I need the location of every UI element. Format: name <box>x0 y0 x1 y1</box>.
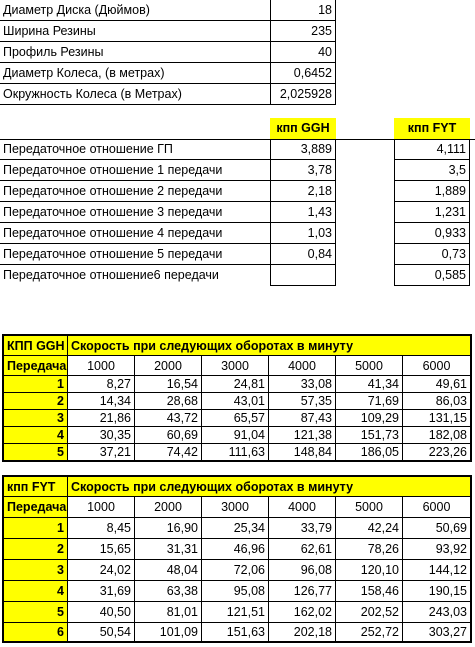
gear-number[interactable]: 1 <box>4 518 68 539</box>
speed-cell[interactable]: 50,69 <box>403 518 470 539</box>
ratio-ggh[interactable]: 3,889 <box>270 139 336 160</box>
speed-row <box>4 427 470 444</box>
param-label[interactable]: Ширина Резины <box>0 21 270 42</box>
gear-number[interactable]: 4 <box>4 581 68 602</box>
param-value[interactable]: 40 <box>270 42 336 63</box>
ratio-row <box>0 244 475 265</box>
param-value[interactable]: 235 <box>270 21 336 42</box>
speed-cell[interactable]: 151,73 <box>336 427 403 444</box>
speed-cell[interactable]: 81,01 <box>135 602 202 623</box>
ratio-label[interactable]: Передаточное отношение 2 передачи <box>0 181 270 202</box>
rpm-header[interactable]: 4000 <box>269 356 336 376</box>
speed-cell[interactable]: 49,61 <box>403 376 470 393</box>
rpm-header[interactable]: 3000 <box>202 356 269 376</box>
speed-row <box>4 539 470 560</box>
gear-column-label[interactable]: Передача <box>4 497 68 518</box>
speed-cell[interactable]: 46,96 <box>202 539 269 560</box>
speed-cell[interactable]: 8,27 <box>68 376 135 393</box>
speed-cell[interactable]: 31,31 <box>135 539 202 560</box>
ratio-label[interactable]: Передаточное отношение ГП <box>0 139 270 160</box>
speed-cell[interactable]: 28,68 <box>135 393 202 410</box>
speed-cell[interactable]: 202,52 <box>336 602 403 623</box>
gear-number[interactable]: 4 <box>4 427 68 444</box>
speed-cell[interactable]: 86,03 <box>403 393 470 410</box>
param-label[interactable]: Диаметр Диска (Дюймов) <box>0 0 270 21</box>
speed-table-header[interactable]: Скорость при следующих оборотах в минуту <box>68 336 470 356</box>
speed-cell[interactable]: 16,90 <box>135 518 202 539</box>
ratio-row <box>0 139 475 160</box>
speed-row <box>4 376 470 393</box>
speed-cell[interactable]: 186,05 <box>336 444 403 460</box>
speed-cell[interactable]: 16,54 <box>135 376 202 393</box>
speed-title-row <box>4 477 470 497</box>
gear-number[interactable]: 3 <box>4 410 68 427</box>
gear-number[interactable]: 2 <box>4 393 68 410</box>
speed-row <box>4 518 470 539</box>
ratio-label[interactable]: Передаточное отношение 1 передачи <box>0 160 270 181</box>
speed-title-row <box>4 336 470 356</box>
speed-cell[interactable]: 121,38 <box>269 427 336 444</box>
speed-cell[interactable]: 63,38 <box>135 581 202 602</box>
speed-cell[interactable]: 50,54 <box>68 623 135 641</box>
ratio-ggh[interactable]: 0,84 <box>270 244 336 265</box>
param-label[interactable]: Диаметр Колеса, (в метрах) <box>0 63 270 84</box>
speed-row <box>4 623 470 641</box>
ratio-label[interactable]: Передаточное отношение 5 передачи <box>0 244 270 265</box>
speed-cell[interactable]: 40,50 <box>68 602 135 623</box>
ratio-fyt[interactable]: 4,111 <box>394 139 470 160</box>
speed-cell[interactable]: 101,09 <box>135 623 202 641</box>
speed-row <box>4 444 470 460</box>
speed-cell[interactable]: 182,08 <box>403 427 470 444</box>
speed-cell[interactable]: 14,34 <box>68 393 135 410</box>
speed-cell[interactable]: 120,10 <box>336 560 403 581</box>
speed-cell[interactable]: 37,21 <box>68 444 135 460</box>
param-row <box>0 63 336 84</box>
rpm-header[interactable]: 5000 <box>336 497 403 518</box>
param-row <box>0 21 336 42</box>
speed-cell[interactable]: 148,84 <box>269 444 336 460</box>
speed-row <box>4 410 470 427</box>
ratios-table <box>0 118 475 286</box>
speed-cell[interactable]: 57,35 <box>269 393 336 410</box>
speed-cell[interactable]: 190,15 <box>403 581 470 602</box>
gear-number[interactable]: 5 <box>4 602 68 623</box>
rpm-header[interactable]: 6000 <box>403 497 470 518</box>
speed-table-title[interactable]: КПП GGH <box>4 336 68 356</box>
speed-cell[interactable]: 25,34 <box>202 518 269 539</box>
speed-cell[interactable]: 74,42 <box>135 444 202 460</box>
ratio-fyt[interactable]: 0,73 <box>394 244 470 265</box>
gear-number[interactable]: 6 <box>4 623 68 641</box>
header-ggh[interactable]: кпп GGH <box>270 118 336 139</box>
speed-cell[interactable]: 24,81 <box>202 376 269 393</box>
speed-cell[interactable]: 60,69 <box>135 427 202 444</box>
speed-row <box>4 560 470 581</box>
ratio-ggh[interactable]: 3,78 <box>270 160 336 181</box>
speed-cell[interactable]: 121,51 <box>202 602 269 623</box>
speed-cell[interactable]: 33,79 <box>269 518 336 539</box>
ratio-label[interactable]: Передаточное отношение 4 передачи <box>0 223 270 244</box>
ratios-header-row <box>0 118 475 140</box>
speed-cell[interactable]: 252,72 <box>336 623 403 641</box>
speed-cell[interactable]: 95,08 <box>202 581 269 602</box>
gear-number[interactable]: 2 <box>4 539 68 560</box>
rpm-header[interactable]: 3000 <box>202 497 269 518</box>
ratio-ggh[interactable] <box>270 265 336 286</box>
ratio-label[interactable]: Передаточное отношение 3 передачи <box>0 202 270 223</box>
speed-table-ggh <box>2 334 472 462</box>
ratio-row <box>0 181 475 202</box>
ratio-row <box>0 265 475 286</box>
speed-cell[interactable]: 15,65 <box>68 539 135 560</box>
ratio-fyt[interactable]: 0,585 <box>394 265 470 286</box>
ratio-ggh[interactable]: 1,03 <box>270 223 336 244</box>
gear-number[interactable]: 3 <box>4 560 68 581</box>
speed-cell[interactable]: 109,29 <box>336 410 403 427</box>
param-row <box>0 84 336 105</box>
speed-cell[interactable]: 202,18 <box>269 623 336 641</box>
speed-cell[interactable]: 42,24 <box>336 518 403 539</box>
speed-rpm-row <box>4 497 470 518</box>
speed-cell[interactable]: 111,63 <box>202 444 269 460</box>
speed-cell[interactable]: 41,34 <box>336 376 403 393</box>
rpm-header[interactable]: 4000 <box>269 497 336 518</box>
param-row <box>0 42 336 63</box>
speed-cell[interactable]: 33,08 <box>269 376 336 393</box>
speed-cell[interactable]: 151,63 <box>202 623 269 641</box>
param-value[interactable]: 0,6452 <box>270 63 336 84</box>
speed-cell[interactable]: 65,57 <box>202 410 269 427</box>
speed-table-header[interactable]: Скорость при следующих оборотах в минуту <box>68 477 470 497</box>
params-table <box>0 0 336 105</box>
rpm-header[interactable]: 2000 <box>135 497 202 518</box>
ratio-ggh[interactable]: 2,18 <box>270 181 336 202</box>
speed-cell[interactable]: 158,46 <box>336 581 403 602</box>
ratio-row <box>0 202 475 223</box>
speed-row <box>4 581 470 602</box>
param-value[interactable]: 18 <box>270 0 336 21</box>
param-label[interactable]: Окружность Колеса (в Метрах) <box>0 84 270 105</box>
speed-cell[interactable]: 24,02 <box>68 560 135 581</box>
speed-cell[interactable]: 131,15 <box>403 410 470 427</box>
gear-number[interactable]: 1 <box>4 376 68 393</box>
speed-rpm-row <box>4 356 470 376</box>
speed-cell[interactable]: 48,04 <box>135 560 202 581</box>
rpm-header[interactable]: 1000 <box>68 356 135 376</box>
speed-cell[interactable]: 72,06 <box>202 560 269 581</box>
speed-cell[interactable]: 96,08 <box>269 560 336 581</box>
ratio-row <box>0 223 475 244</box>
ratio-ggh[interactable]: 1,43 <box>270 202 336 223</box>
speed-cell[interactable]: 8,45 <box>68 518 135 539</box>
rpm-header[interactable]: 5000 <box>336 356 403 376</box>
ratio-fyt[interactable]: 0,933 <box>394 223 470 244</box>
speed-cell[interactable]: 71,69 <box>336 393 403 410</box>
param-row <box>0 0 336 21</box>
speed-cell[interactable]: 303,27 <box>428 625 467 639</box>
speed-cell[interactable]: 223,26 <box>428 445 467 459</box>
gear-column-label[interactable]: Передача <box>4 356 68 376</box>
speed-cell[interactable]: 162,02 <box>269 602 336 623</box>
speed-cell[interactable]: 126,77 <box>269 581 336 602</box>
gear-number[interactable]: 5 <box>4 444 68 460</box>
rpm-header[interactable]: 2000 <box>135 356 202 376</box>
speed-cell[interactable]: 87,43 <box>269 410 336 427</box>
rpm-header[interactable]: 1000 <box>68 497 135 518</box>
speed-cell[interactable]: 91,04 <box>202 427 269 444</box>
speed-cell[interactable]: 93,92 <box>403 539 470 560</box>
speed-cell[interactable]: 62,61 <box>269 539 336 560</box>
speed-cell[interactable]: 78,26 <box>336 539 403 560</box>
speed-cell[interactable]: 243,03 <box>403 602 470 623</box>
speed-cell[interactable]: 43,01 <box>202 393 269 410</box>
speed-cell[interactable]: 31,69 <box>68 581 135 602</box>
speed-cell[interactable]: 30,35 <box>68 427 135 444</box>
speed-cell[interactable]: 144,12 <box>403 560 470 581</box>
speed-cell[interactable]: 21,86 <box>68 410 135 427</box>
header-fyt[interactable]: кпп FYT <box>394 118 470 139</box>
speed-cell[interactable]: 43,72 <box>135 410 202 427</box>
param-label[interactable]: Профиль Резины <box>0 42 270 63</box>
param-value[interactable]: 2,025928 <box>270 84 336 105</box>
ratio-row <box>0 160 475 181</box>
ratio-fyt[interactable]: 1,231 <box>394 202 470 223</box>
speed-table-fyt <box>2 475 472 643</box>
speed-row <box>4 602 470 623</box>
ratio-fyt[interactable]: 1,889 <box>394 181 470 202</box>
speed-row <box>4 393 470 410</box>
ratio-fyt[interactable]: 3,5 <box>394 160 470 181</box>
speed-table-title[interactable]: кпп FYT <box>4 477 68 497</box>
rpm-header[interactable]: 6000 <box>403 356 470 376</box>
ratio-label[interactable]: Передаточное отношение6 передачи <box>3 268 219 282</box>
